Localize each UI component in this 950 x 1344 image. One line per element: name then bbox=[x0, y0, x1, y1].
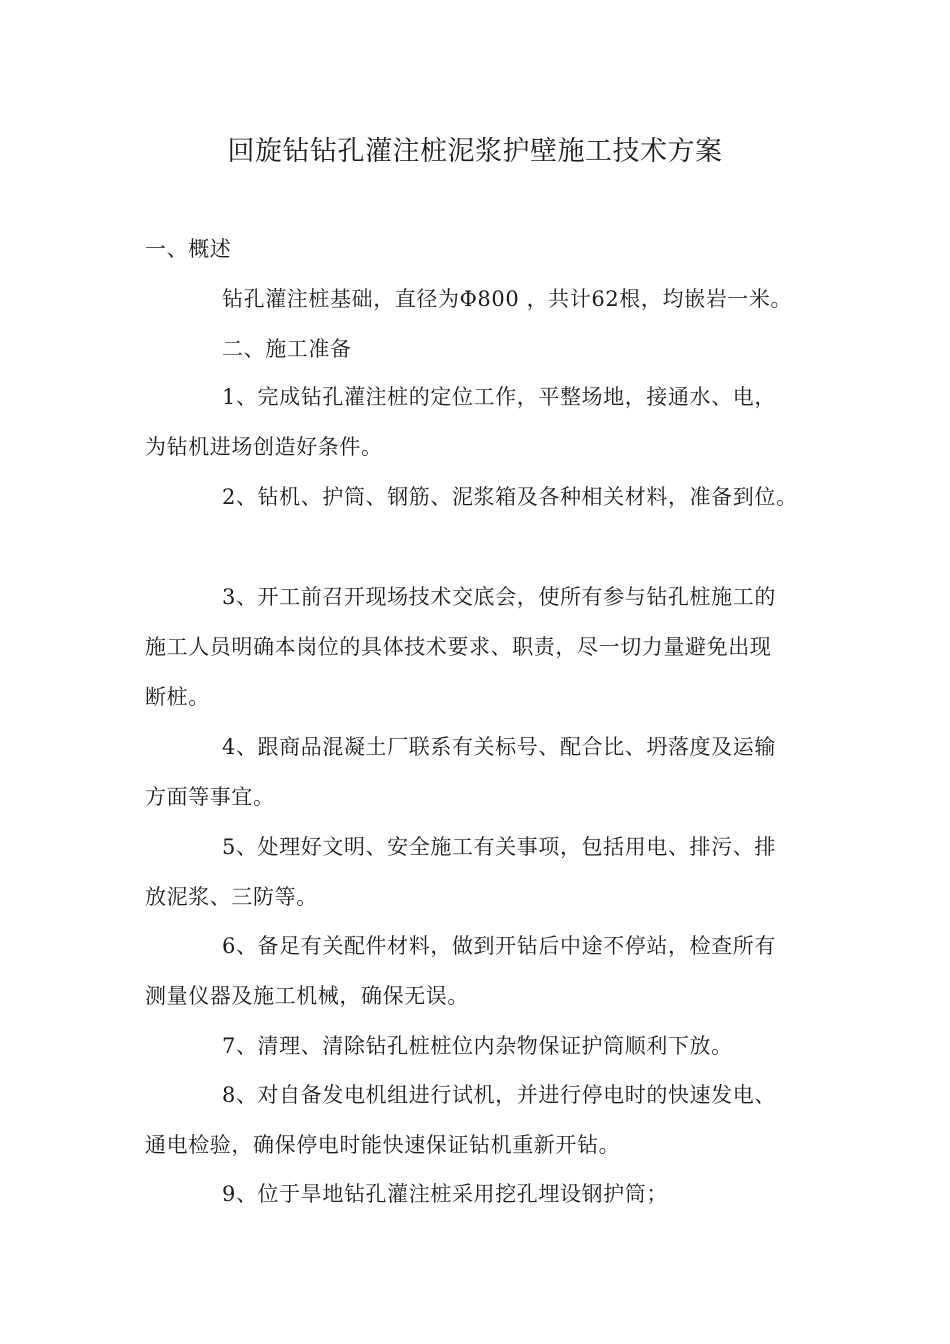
paragraph-line: 断桩。 bbox=[145, 685, 210, 709]
paragraph-line: 3、开工前召开现场技术交底会，使所有参与钻孔桩施工的 bbox=[222, 585, 776, 609]
paragraph-line: 1、完成钻孔灌注桩的定位工作，平整场地，接通水、电， bbox=[222, 385, 776, 409]
paragraph-line: 测量仪器及施工机械，确保无误。 bbox=[145, 984, 469, 1008]
paragraph-line: 为钻机进场创造好条件。 bbox=[145, 435, 383, 459]
paragraph-line: 9、位于旱地钻孔灌注桩采用挖孔埋设钢护筒； bbox=[222, 1182, 668, 1206]
paragraph-line: 2、钻机、护筒、钢筋、泥浆箱及各种相关材料，准备到位。 bbox=[222, 485, 798, 509]
paragraph-line: 5、处理好文明、安全施工有关事项，包括用电、排污、排 bbox=[222, 835, 776, 859]
paragraph-line: 6、备足有关配件材料，做到开钻后中途不停站，检查所有 bbox=[222, 934, 776, 958]
paragraph-line: 通电检验，确保停电时能快速保证钻机重新开钻。 bbox=[145, 1133, 621, 1157]
paragraph-line: 8、对自备发电机组进行试机，并进行停电时的快速发电、 bbox=[222, 1083, 776, 1107]
paragraph-line: 放泥浆、三防等。 bbox=[145, 885, 318, 909]
paragraph-line: 方面等事宜。 bbox=[145, 785, 275, 809]
section-heading-preparation: 二、施工准备 bbox=[222, 337, 352, 361]
document-title: 回旋钻钻孔灌注桩泥浆护壁施工技术方案 bbox=[227, 136, 723, 167]
section-heading-overview: 一、概述 bbox=[145, 237, 232, 261]
paragraph-line: 7、清理、清除钻孔桩桩位内杂物保证护筒顺利下放。 bbox=[222, 1034, 733, 1058]
paragraph-line: 施工人员明确本岗位的具体技术要求、职责，尽一切力量避免出现 bbox=[145, 635, 772, 659]
paragraph-line: 4、跟商品混凝土厂联系有关标号、配合比、坍落度及运输 bbox=[222, 735, 776, 759]
paragraph-line: 钻孔灌注桩基础，直径为Φ800 ，共计62根，均嵌岩一米。 bbox=[222, 287, 793, 311]
